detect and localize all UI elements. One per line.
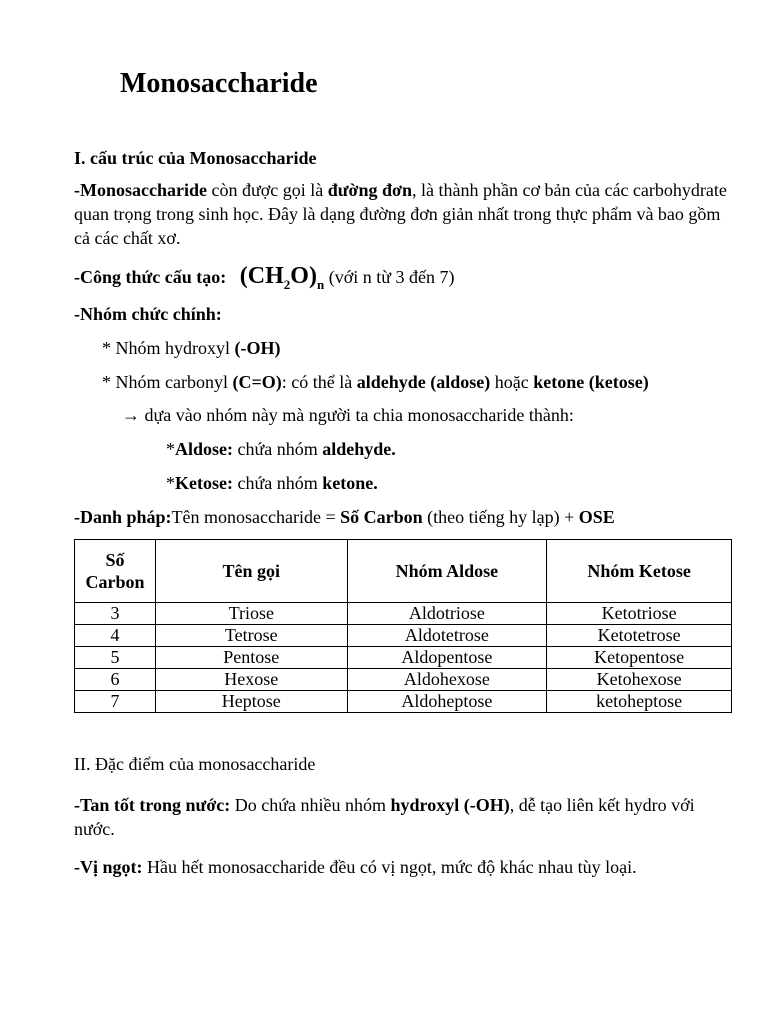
formula-line	[74, 264, 454, 297]
table-cell: Aldoheptose	[347, 691, 547, 713]
table-cell: Hexose	[155, 669, 347, 691]
ketose-line: *Ketose: chứa nhóm ketone.	[166, 473, 378, 493]
hydroxyl-line: * Nhóm hydroxyl (-OH)	[102, 338, 281, 358]
table-cell: Tetrose	[155, 625, 347, 647]
table-cell: Pentose	[155, 647, 347, 669]
table-cell: 4	[75, 625, 156, 647]
intro-term: -Monosaccharide	[74, 180, 207, 200]
table-cell: Aldotetrose	[347, 625, 547, 647]
table-row	[75, 625, 732, 647]
table-cell: Heptose	[155, 691, 347, 713]
table-cell: 3	[75, 603, 156, 625]
table-header-cell: Số Carbon	[75, 540, 156, 603]
table-cell: ketoheptose	[547, 691, 732, 713]
table-cell: 5	[75, 647, 156, 669]
table-row	[75, 647, 732, 669]
solubility-paragraph: -Tan tốt trong nước: Do chứa nhiều nhóm hydroxyl (-OH), dễ tạo liên kết hydro với nước.	[74, 795, 695, 839]
table-row	[75, 691, 732, 713]
table-row	[75, 669, 732, 691]
intro-paragraph	[74, 178, 734, 250]
table-header-row	[75, 540, 732, 603]
carbonyl-line: * Nhóm carbonyl (C=O): có thể là aldehyde (aldose) hoặc ketone (ketose)	[102, 372, 649, 392]
table-cell: Aldohexose	[347, 669, 547, 691]
formula-expression: $(CH_2O)_n$	[239, 263, 325, 292]
intro-text-1: còn được gọi là	[206, 180, 328, 200]
section1-heading: I. cấu trúc của Monosaccharide	[74, 148, 317, 168]
table-cell: Ketotriose	[547, 603, 732, 625]
intro-term2: đường đơn	[327, 180, 413, 200]
table-cell: 6	[75, 669, 156, 691]
table-cell: Aldotriose	[347, 603, 547, 625]
table-cell: 7	[75, 691, 156, 713]
table-header-cell: Nhóm Aldose	[347, 540, 547, 603]
formula-note: (với n từ 3 đến 7)	[324, 267, 455, 287]
aldose-line: *Aldose: chứa nhóm aldehyde.	[166, 439, 396, 459]
formula-label: -Công thức cấu tạo:	[74, 267, 227, 287]
table-cell: Triose	[155, 603, 347, 625]
section2-heading: II. Đặc điểm của monosaccharide	[74, 754, 316, 774]
functional-label: -Nhóm chức chính:	[74, 304, 222, 324]
classification-arrow-line: → dựa vào nhóm này mà người ta chia monosaccharide thành:	[122, 405, 574, 425]
table-cell: Ketohexose	[547, 669, 732, 691]
sweetness-line: -Vị ngọt: Hầu hết monosaccharide đều có vị ngọt, mức độ khác nhau tùy loại.	[74, 857, 637, 877]
table-cell: Ketotetrose	[547, 625, 732, 647]
table-header-cell: Tên gọi	[155, 540, 347, 603]
page-title: Monosaccharide	[120, 68, 318, 99]
intro-text-2: , là thành phần cơ bản của các carbohydrate quan trọng trong sinh học. Đây là dạng đường đơn giản nhất trong thực phẩm và bao gồm cả các chất xơ.	[74, 180, 727, 248]
table-cell: Aldopentose	[347, 647, 547, 669]
naming-line: -Danh pháp:Tên monosaccharide = Số Carbon (theo tiếng hy lạp) + OSE	[74, 507, 615, 527]
table-row	[75, 603, 732, 625]
table-cell: Ketopentose	[547, 647, 732, 669]
table-header-cell: Nhóm Ketose	[547, 540, 732, 603]
carbon-naming-table	[74, 539, 732, 713]
